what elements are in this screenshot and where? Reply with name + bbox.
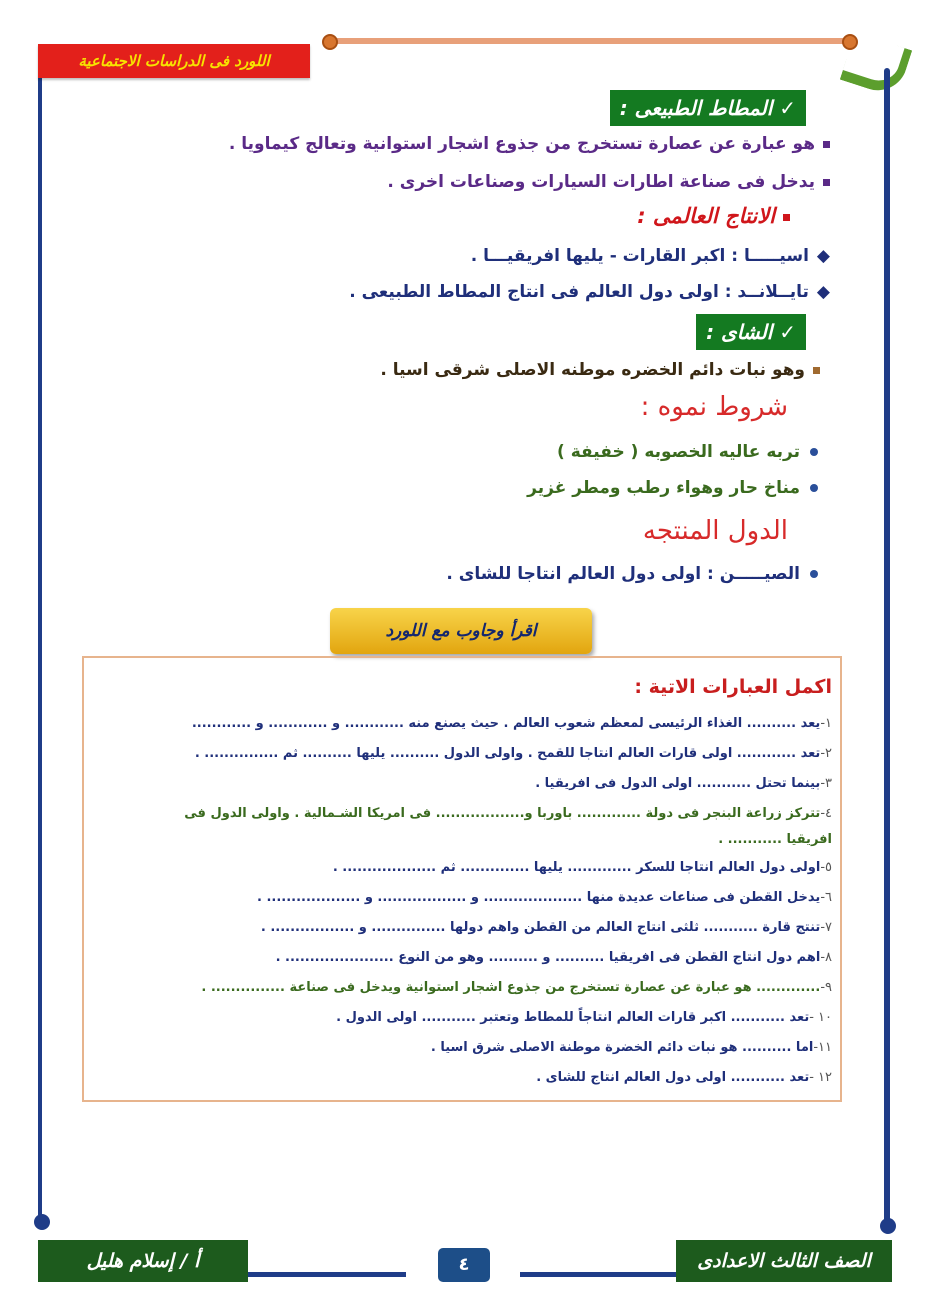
question-item bbox=[195, 746, 832, 761]
question-number: ١٢ - bbox=[809, 1070, 832, 1085]
rubber-line-2-text: يدخل فى صناعة اطارات السيارات وصناعات اخرى . bbox=[387, 172, 815, 192]
footer-line-left bbox=[246, 1272, 406, 1277]
tea-description-text: وهو نبات دائم الخضره موطنه الاصلى شرقى اسيا . bbox=[380, 360, 805, 380]
question-text: اما .......... هو نبات دائم الخضرة موطنة الاصلى شرق اسيا . bbox=[430, 1040, 814, 1055]
question-item bbox=[201, 980, 832, 995]
dot-bullet-icon bbox=[810, 570, 818, 578]
tea-description bbox=[380, 360, 820, 380]
question-text: بينما تحتل ........... اولى الدول فى افريقيا . bbox=[535, 776, 821, 791]
question-number: ٢- bbox=[820, 746, 832, 761]
question-number: ١- bbox=[820, 716, 832, 731]
world-line-asia bbox=[471, 246, 830, 266]
question-item bbox=[261, 920, 832, 935]
square-bullet-icon bbox=[813, 367, 820, 374]
question-number: ١١- bbox=[813, 1040, 832, 1055]
question-item bbox=[336, 1010, 832, 1025]
question-number: ٦- bbox=[820, 890, 832, 905]
footer-line-right bbox=[520, 1272, 680, 1277]
condition-item-text: تربه عاليه الخصوبه ( خفيفة ) bbox=[557, 442, 800, 462]
question-item bbox=[536, 1070, 832, 1085]
question-item bbox=[276, 950, 832, 965]
question-number: ٣- bbox=[820, 776, 832, 791]
header-ribbon: اللورد فى الدراسات الاجتماعية bbox=[38, 44, 310, 78]
world-line-thailand-text: تايــلانــد : اولى دول العالم فى انتاج المطاط الطبيعى . bbox=[349, 282, 809, 302]
question-text: يعد .......... الغذاء الرئيسى لمعظم شعوب العالم . حيث يصنع منه ............ و ............ و ............ bbox=[191, 716, 821, 731]
question-item bbox=[257, 890, 832, 905]
tea-title: ✓ الشاى : bbox=[696, 314, 806, 350]
question-text: تعد ........... اولى دول العالم انتاج للشاى . bbox=[536, 1070, 810, 1085]
read-and-answer-button[interactable]: اقرأ وجاوب مع اللورد bbox=[330, 608, 592, 654]
question-text: تعد ........... اكبر قارات العالم انتاجاً للمطاط وتعتبر ........... اولى الدول . bbox=[336, 1010, 810, 1025]
question-number: ٥- bbox=[820, 860, 832, 875]
top-border-dot-left bbox=[322, 34, 338, 50]
left-border-line bbox=[38, 70, 42, 1220]
footer-teacher: أ / إسلام هليل bbox=[38, 1240, 248, 1282]
question-number: ٩- bbox=[820, 980, 832, 995]
rubber-title: ✓ المطاط الطبيعى : bbox=[610, 90, 806, 126]
square-bullet-icon bbox=[783, 214, 790, 221]
condition-item-text: مناخ حار وهواء رطب ومطر غزير bbox=[527, 478, 800, 498]
square-bullet-icon bbox=[823, 141, 830, 148]
footer-grade: الصف الثالث الاعدادى bbox=[676, 1240, 892, 1282]
condition-item bbox=[527, 478, 818, 498]
question-item bbox=[718, 832, 832, 847]
question-item bbox=[535, 776, 832, 791]
question-text: افريقيا ........... . bbox=[718, 832, 832, 847]
condition-item bbox=[557, 442, 818, 462]
square-bullet-icon bbox=[823, 179, 830, 186]
exercise-title: اكمل العبارات الاتية : bbox=[634, 676, 832, 698]
question-text: ............. هو عبارة عن عصارة تستخرج من جذوع اشجار استوانية ويدخل فى صناعة ............... . bbox=[201, 980, 821, 995]
question-number: ٨- bbox=[820, 950, 832, 965]
producer-china bbox=[446, 564, 818, 584]
question-number: ١٠ - bbox=[809, 1010, 832, 1025]
rubber-line-2 bbox=[387, 172, 830, 192]
world-line-asia-text: اسيـــــا : اكبر القارات - يليها افريقيـــا . bbox=[470, 246, 809, 266]
question-text: تتركز زراعة البنجر فى دولة ............. باوربا و.................. فى امريكا الشـمالية . واولى الدول فى bbox=[184, 806, 821, 821]
world-production-heading bbox=[637, 204, 790, 228]
right-border-line bbox=[884, 68, 890, 1224]
world-line-thailand bbox=[349, 282, 830, 302]
world-production-heading-text: الانتاج العالمى : bbox=[637, 204, 775, 228]
producer-china-text: الصيـــــن : اولى دول العالم انتاجا للشاى . bbox=[446, 564, 800, 584]
rubber-line-1-text: هو عبارة عن عصارة تستخرج من جذوع اشجار استوانية وتعالج كيماويا . bbox=[228, 134, 815, 154]
question-number: ٧- bbox=[820, 920, 832, 935]
question-item bbox=[192, 716, 832, 731]
diamond-bullet-icon: ◆ bbox=[816, 246, 830, 266]
diamond-bullet-icon: ◆ bbox=[816, 282, 830, 302]
question-text: تنتج قارة ........... ثلثى انتاج العالم من القطن واهم دولها ............... و ................. . bbox=[260, 920, 821, 935]
question-number: ٤- bbox=[820, 806, 832, 821]
question-item bbox=[431, 1040, 832, 1055]
page-number: ٤ bbox=[438, 1248, 490, 1282]
question-text: يدخل القطن فى صناعات عديدة منها .................... و .................. و ................... . bbox=[257, 890, 821, 905]
producers-heading: الدول المنتجه bbox=[642, 516, 788, 546]
question-text: اولى دول العالم انتاجا للسكر ............. يليها .............. ثم ................... . bbox=[332, 860, 821, 875]
left-border-end-dot bbox=[34, 1214, 50, 1230]
dot-bullet-icon bbox=[810, 484, 818, 492]
question-item bbox=[184, 806, 832, 821]
top-border-line bbox=[330, 38, 855, 44]
right-border-end-dot bbox=[880, 1218, 896, 1234]
dot-bullet-icon bbox=[810, 448, 818, 456]
conditions-heading: شروط نموه : bbox=[640, 392, 788, 422]
question-text: تعد ............ اولى قارات العالم انتاجا للقمح . واولى الدول .......... يليها .......... ثم ............... . bbox=[194, 746, 821, 761]
question-item bbox=[333, 860, 832, 875]
rubber-line-1 bbox=[229, 134, 830, 154]
question-text: اهم دول انتاج القطن فى افريقيا .......... و .......... وهو من النوع ...................... . bbox=[275, 950, 821, 965]
